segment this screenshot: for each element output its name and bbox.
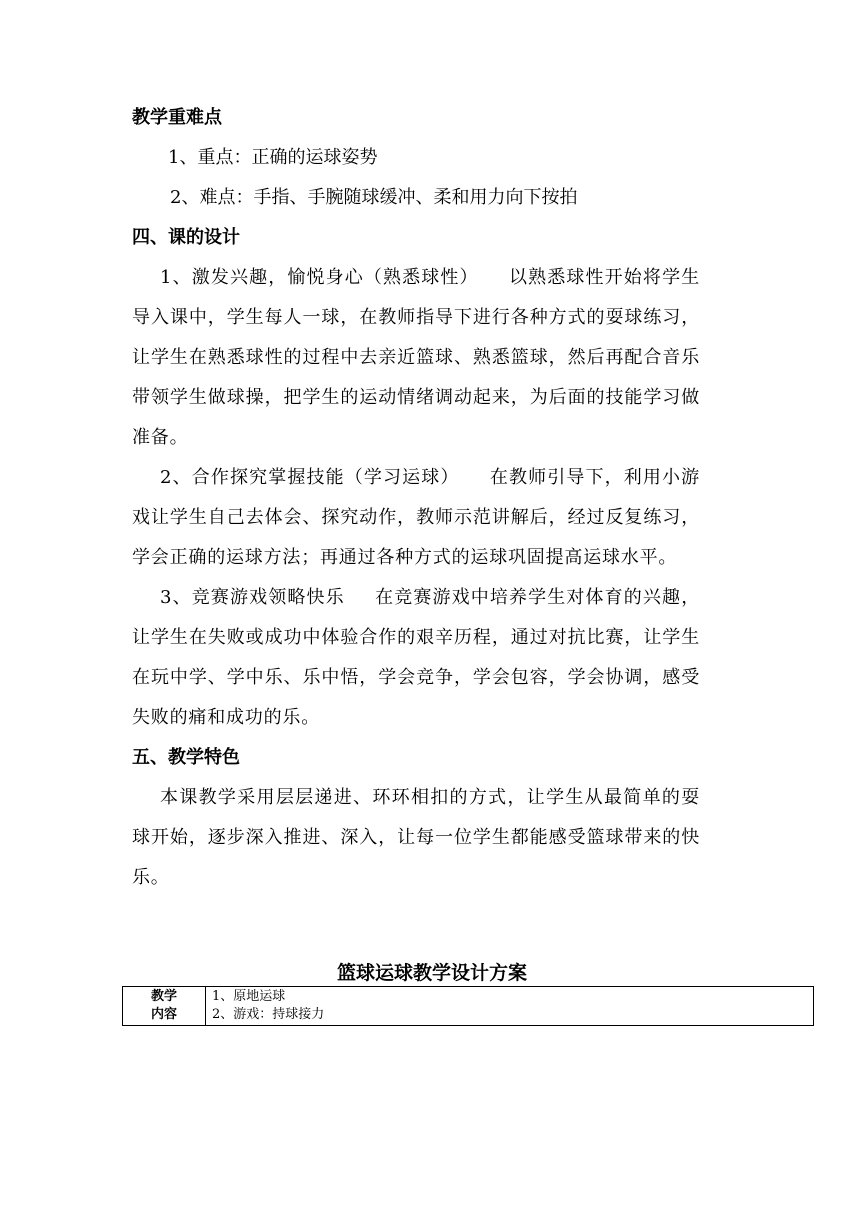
table-value-item: 1、原地运球 [212,989,286,1004]
design-paragraph-2 [132,458,700,578]
key-point-item: 1、重点：正确的运球姿势 [168,147,378,168]
table-label-line: 教学 [150,989,177,1004]
table-value-item: 2、游戏：持球接力 [212,1007,325,1022]
features-paragraph: 本课教学采用层层递进、环环相扣的方式，让学生从最简单的耍球开始，逐步深入推进、深入，让每一位学生都能感受篮球带来的快乐。 [132,787,700,888]
design-paragraph-title: 3、竞赛游戏领略快乐 [160,587,345,608]
document-body [132,98,700,898]
section-heading-course-design: 四、课的设计 [132,227,240,248]
design-paragraph-title: 2、合作探究掌握技能（学习运球） [160,467,460,488]
section-heading-features: 五、教学特色 [132,747,240,768]
design-paragraph-1 [132,258,700,458]
difficulty-point-item: 2、难点：手指、手腕随球缓冲、柔和用力向下按拍 [170,187,578,208]
design-paragraph-body: 在竞赛游戏中培养学生对体育的兴趣，让学生在失败或成功中体验合作的艰辛历程，通过对抗比赛，让学生在玩中学、学中乐、乐中悟，学会竞争，学会包容，学会协调，感受失败的痛和成功的乐。 [132,587,700,728]
table-label-line: 内容 [150,1007,177,1022]
design-paragraph-title: 1、激发兴趣，愉悦身心（熟悉球性） [160,267,479,288]
design-paragraph-3 [132,578,700,738]
table-value-cell [206,987,814,1026]
table-row [123,987,814,1026]
design-paragraph-body: 在教师引导下，利用小游戏让学生自己去体会、探究动作，教师示范讲解后，经过反复练习，学会正确的运球方法；再通过各种方式的运球巩固提高运球水平。 [132,467,700,568]
table-label-cell [123,987,206,1026]
plan-table [122,986,814,1026]
design-paragraph-body: 以熟悉球性开始将学生导入课中，学生每人一球，在教师指导下进行各种方式的耍球练习，让学生在熟悉球性的过程中去亲近篮球、熟悉篮球，然后再配合音乐带领学生做球操，把学生的运动情绪调动起来，为后面的技能学习做准备。 [132,267,700,448]
plan-title: 篮球运球教学设计方案 [336,962,527,984]
section-heading-key-points: 教学重难点 [132,107,222,128]
